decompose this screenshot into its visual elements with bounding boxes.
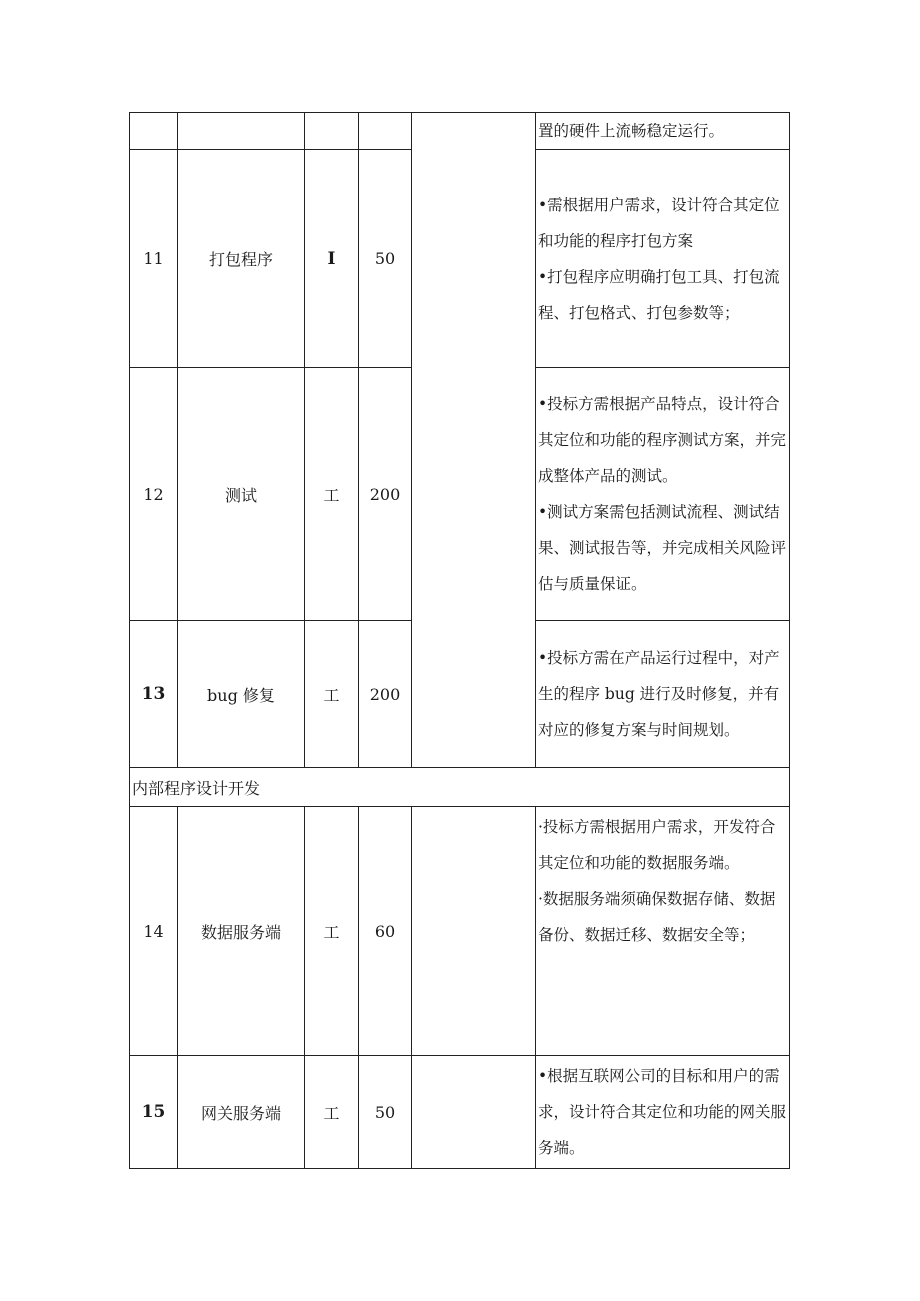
item-name: 网关服务端 bbox=[178, 1056, 305, 1169]
row-number: 12 bbox=[130, 368, 178, 621]
item-quantity: 50 bbox=[359, 150, 412, 368]
section-title: 内部程序设计开发 bbox=[130, 768, 790, 807]
item-unit: 工 bbox=[305, 1056, 359, 1169]
item-quantity: 50 bbox=[359, 1056, 412, 1169]
item-quantity bbox=[359, 113, 412, 150]
item-quantity: 60 bbox=[359, 807, 412, 1056]
item-name bbox=[178, 113, 305, 150]
table-row bbox=[130, 1056, 790, 1169]
item-description: •需根据用户需求，设计符合其定位和功能的程序打包方案 •打包程序应明确打包工具、打包流程、打包格式、打包参数等； bbox=[536, 150, 790, 368]
item-description: •投标方需在产品运行过程中，对产生的程序 bug 进行及时修复，并有对应的修复方案与时间规划。 bbox=[536, 621, 790, 768]
table-row bbox=[130, 807, 790, 1056]
item-name: 测试 bbox=[178, 368, 305, 621]
item-name: 打包程序 bbox=[178, 150, 305, 368]
item-description: •根据互联网公司的目标和用户的需求，设计符合其定位和功能的网关服务端。 bbox=[536, 1056, 790, 1169]
item-name: 数据服务端 bbox=[178, 807, 305, 1056]
row-number bbox=[130, 113, 178, 150]
item-description: •投标方需根据产品特点，设计符合其定位和功能的程序测试方案，并完成整体产品的测试。 •测试方案需包括测试流程、测试结果、测试报告等，并完成相关风险评估与质量保证。 bbox=[536, 368, 790, 621]
item-unit: I bbox=[305, 150, 359, 368]
row-number: 15 bbox=[130, 1056, 178, 1169]
item-quantity: 200 bbox=[359, 621, 412, 768]
section-row bbox=[130, 768, 790, 807]
item-unit bbox=[305, 113, 359, 150]
row-number: 11 bbox=[130, 150, 178, 368]
remark-cell bbox=[412, 1056, 536, 1169]
item-unit: 工 bbox=[305, 807, 359, 1056]
item-unit: 工 bbox=[305, 368, 359, 621]
item-description: 置的硬件上流畅稳定运行。 bbox=[536, 113, 790, 150]
remark-cell bbox=[412, 807, 536, 1056]
row-number: 13 bbox=[130, 621, 178, 768]
item-description: ·投标方需根据用户需求，开发符合其定位和功能的数据服务端。 ·数据服务端须确保数据存储、数据备份、数据迁移、数据安全等； bbox=[536, 807, 790, 1056]
requirements-table bbox=[129, 112, 790, 1169]
table-row bbox=[130, 113, 790, 150]
row-number: 14 bbox=[130, 807, 178, 1056]
item-unit: 工 bbox=[305, 621, 359, 768]
item-quantity: 200 bbox=[359, 368, 412, 621]
item-name: bug 修复 bbox=[178, 621, 305, 768]
remark-cell bbox=[412, 113, 536, 768]
